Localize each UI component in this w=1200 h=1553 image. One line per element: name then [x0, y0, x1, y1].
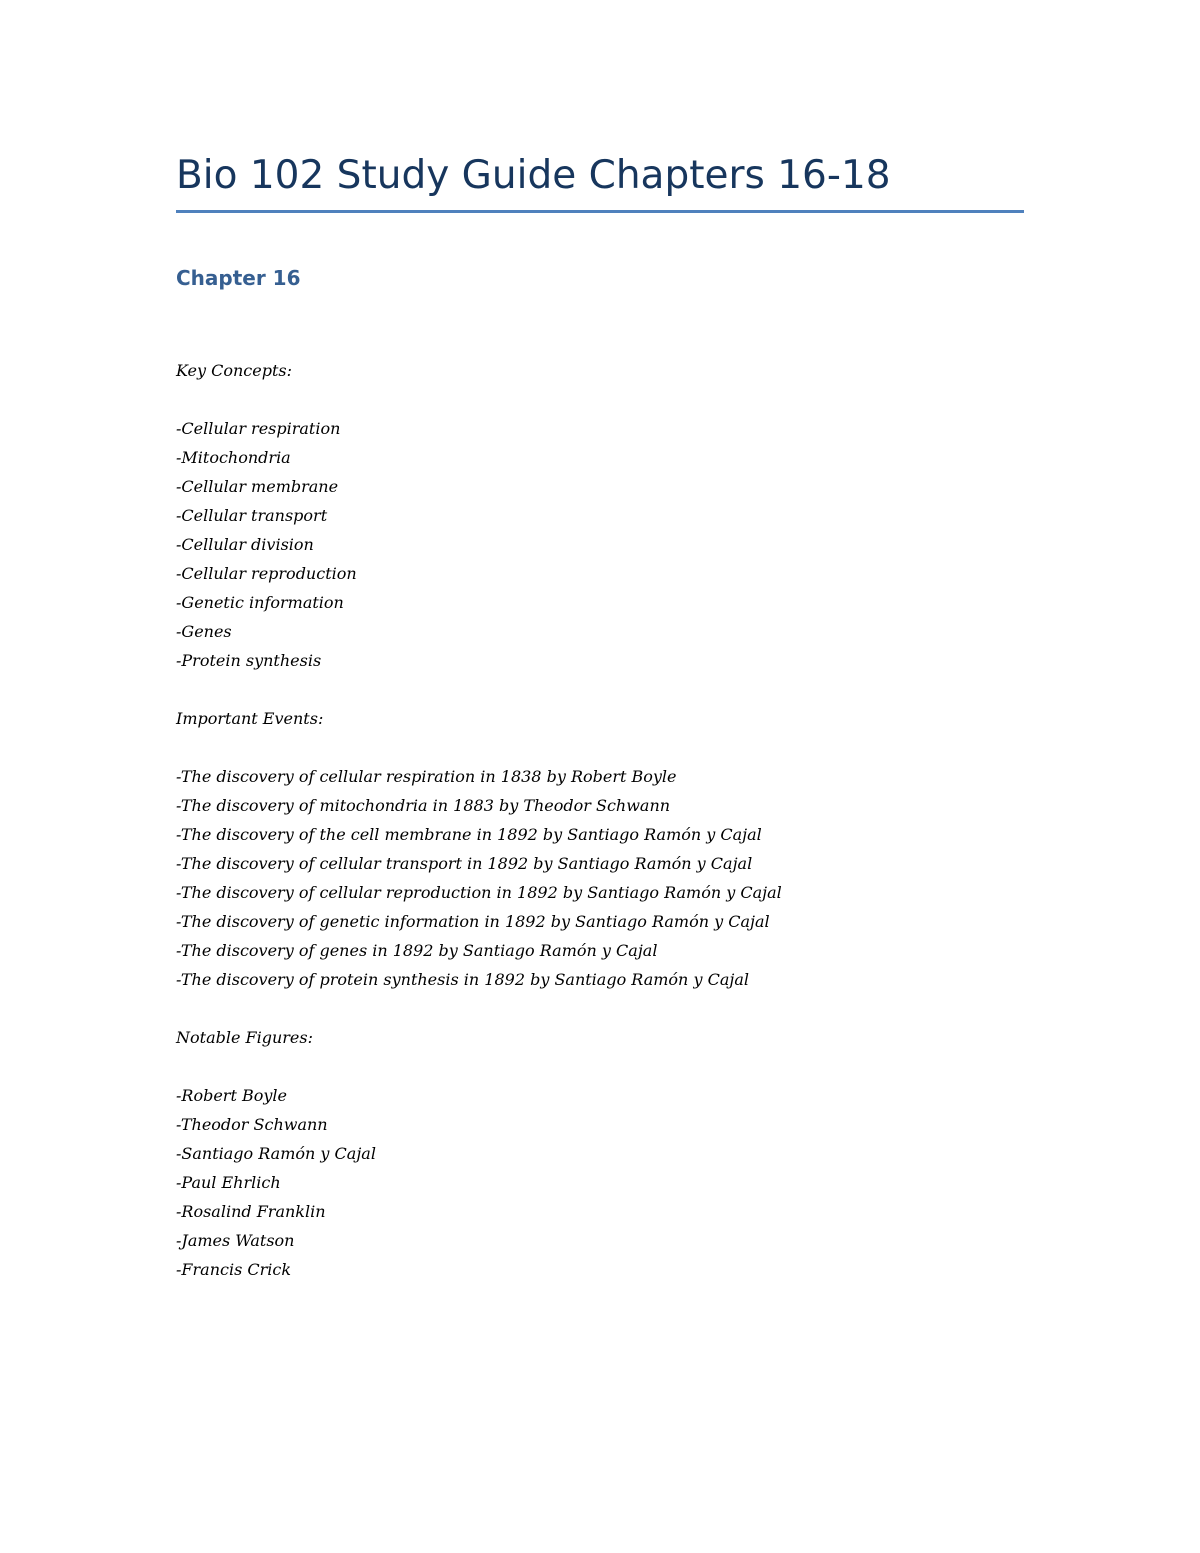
- list-item: -Mitochondria: [176, 448, 291, 467]
- notable-figures-label: Notable Figures:: [176, 1028, 313, 1047]
- list-item: -Cellular membrane: [176, 477, 339, 496]
- list-item: -Protein synthesis: [176, 651, 322, 670]
- chapter-heading: Chapter 16: [176, 266, 301, 290]
- list-item: -The discovery of cellular respiration in 1838 by Robert Boyle: [176, 767, 677, 786]
- list-item: -Paul Ehrlich: [176, 1173, 281, 1192]
- spacer: [176, 733, 1036, 762]
- list-item: -Francis Crick: [176, 1260, 292, 1279]
- list-item: -Genetic information: [176, 593, 344, 612]
- list-item: -Cellular transport: [176, 506, 328, 525]
- list-item: -The discovery of the cell membrane in 1892 by Santiago Ramón y Cajal: [176, 825, 762, 844]
- list-item: -Santiago Ramón y Cajal: [176, 1144, 376, 1163]
- notable-figures-list: [176, 1081, 1036, 1284]
- list-item: -The discovery of mitochondria in 1883 by Theodor Schwann: [176, 796, 671, 815]
- list-item: -Genes: [176, 622, 232, 641]
- spacer: [176, 994, 1036, 1023]
- spacer: [176, 675, 1036, 704]
- list-item: -Theodor Schwann: [176, 1115, 328, 1134]
- list-item: -The discovery of genetic information in 1892 by Santiago Ramón y Cajal: [176, 912, 770, 931]
- key-concepts-label: Key Concepts:: [176, 361, 292, 380]
- list-item: -Rosalind Franklin: [176, 1202, 326, 1221]
- list-item: -The discovery of cellular reproduction in 1892 by Santiago Ramón y Cajal: [176, 883, 782, 902]
- list-item: -The discovery of genes in 1892 by Santiago Ramón y Cajal: [176, 941, 658, 960]
- title-underline-rule: [176, 210, 1024, 213]
- spacer: [176, 385, 1036, 414]
- key-concepts-list: [176, 414, 1036, 675]
- spacer: [176, 1052, 1036, 1081]
- list-item: -Cellular respiration: [176, 419, 341, 438]
- list-item: -The discovery of cellular transport in 1892 by Santiago Ramón y Cajal: [176, 854, 753, 873]
- list-item: -Cellular division: [176, 535, 314, 554]
- important-events-label: Important Events:: [176, 709, 324, 728]
- document-title: Bio 102 Study Guide Chapters 16-18: [176, 153, 891, 198]
- chapter-body: [176, 356, 1036, 1284]
- list-item: -Cellular reproduction: [176, 564, 357, 583]
- list-item: -James Watson: [176, 1231, 295, 1250]
- important-events-list: [176, 762, 1036, 994]
- list-item: -Robert Boyle: [176, 1086, 287, 1105]
- list-item: -The discovery of protein synthesis in 1892 by Santiago Ramón y Cajal: [176, 970, 749, 989]
